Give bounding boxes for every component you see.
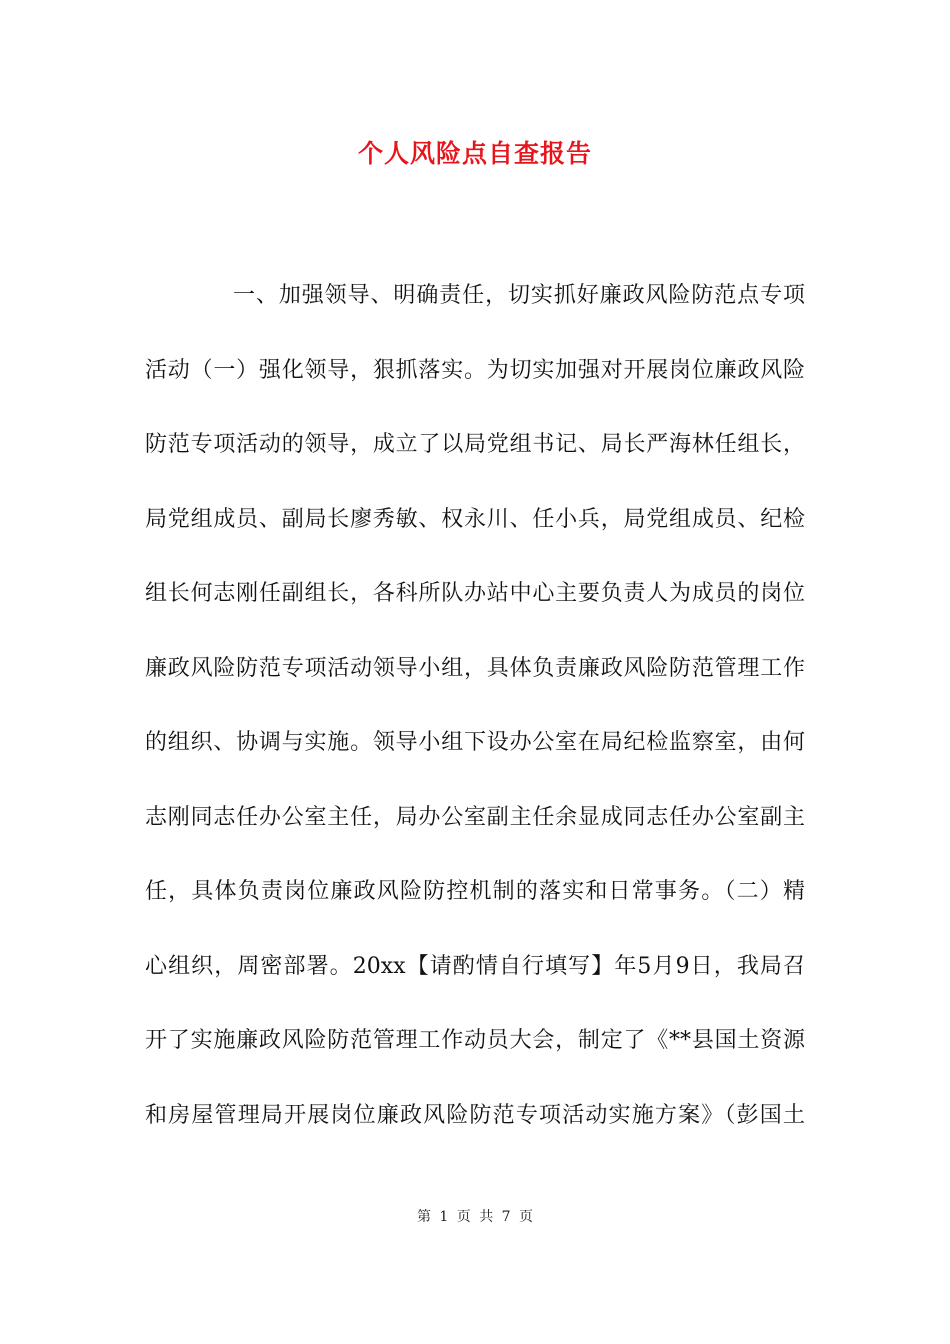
page-number-footer: 第 1 页 共 7 页 bbox=[416, 1209, 534, 1225]
paragraph-line: 的组织、协调与实施。领导小组下设办公室在局纪检监察室，由何 bbox=[145, 730, 805, 755]
paragraph-line: 廉政风险防范专项活动领导小组，具体负责廉政风险防范管理工作 bbox=[145, 655, 805, 681]
paragraph-line: 开了实施廉政风险防范管理工作动员大会，制定了《**县国土资源 bbox=[145, 1028, 805, 1053]
paragraph-line: 一、加强领导、明确责任，切实抓好廉政风险防范点专项 bbox=[233, 283, 805, 308]
document-title: 个人风险点自查报告 bbox=[357, 139, 592, 168]
paragraph-line: 心组织，周密部署。20xx【请酌情自行填写】年5月9日，我局召 bbox=[145, 953, 805, 979]
paragraph-line: 任，具体负责岗位廉政风险防控机制的落实和日常事务。（二）精 bbox=[145, 879, 805, 904]
paragraph-line: 防范专项活动的领导，成立了以局党组书记、局长严海林任组长， bbox=[145, 432, 805, 457]
document-body bbox=[145, 276, 805, 1170]
paragraph-line: 和房屋管理局开展岗位廉政风险防范专项活动实施方案》（彭国土 bbox=[145, 1102, 805, 1128]
paragraph-line: 组长何志刚任副组长，各科所队办站中心主要负责人为成员的岗位 bbox=[145, 581, 805, 606]
paragraph-line: 志刚同志任办公室主任，局办公室副主任余显成同志任办公室副主 bbox=[145, 804, 805, 830]
paragraph-line: 局党组成员、副局长廖秀敏、权永川、任小兵，局党组成员、纪检 bbox=[145, 506, 805, 532]
paragraph-line: 活动（一）强化领导，狠抓落实。为切实加强对开展岗位廉政风险 bbox=[145, 357, 805, 383]
